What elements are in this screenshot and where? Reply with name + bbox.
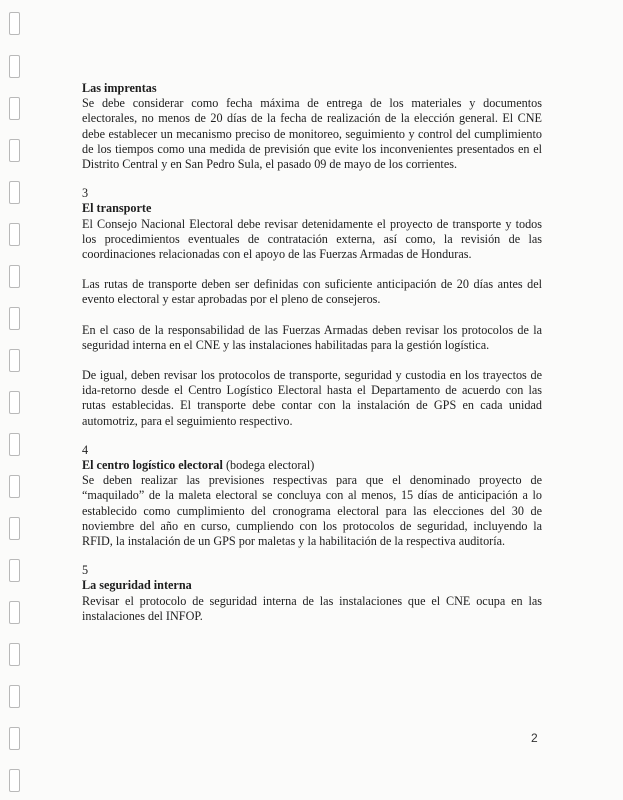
binder-hole xyxy=(9,139,20,162)
binder-hole xyxy=(9,349,20,372)
binder-holes xyxy=(9,0,25,800)
binder-hole xyxy=(9,12,20,35)
binder-hole xyxy=(9,517,20,540)
binder-hole xyxy=(9,223,20,246)
paragraph: El Consejo Nacional Electoral debe revisar detenidamente el proyecto de transporte y todos los procedimientos eventuales de contratación externa, así como, la revisión de las coordinaciones relacionadas con el apoyo de las Fuerzas Armadas de Honduras. xyxy=(82,216,542,262)
binder-hole xyxy=(9,559,20,582)
paragraph: Las rutas de transporte deben ser definidas con suficiente anticipación de 20 días antes del evento electoral y estar aprobadas por el pleno de consejeros. xyxy=(82,277,542,307)
section-title: Las imprentas xyxy=(82,81,157,95)
binder-hole xyxy=(9,601,20,624)
section-seguridad-interna xyxy=(82,563,542,624)
binder-hole xyxy=(9,727,20,750)
section-transporte xyxy=(82,186,542,429)
section-title: El transporte xyxy=(82,201,152,216)
binder-hole xyxy=(9,97,20,120)
section-title: El centro logístico electoral xyxy=(82,458,223,473)
binder-hole xyxy=(9,265,20,288)
section-title: La seguridad interna xyxy=(82,578,192,593)
binder-hole xyxy=(9,433,20,456)
section-imprentas xyxy=(82,81,542,172)
document-body xyxy=(82,81,542,624)
section-number: 4 xyxy=(82,442,89,457)
binder-hole xyxy=(9,475,20,498)
section-title-note: (bodega electoral) xyxy=(222,458,315,473)
paragraph: Revisar el protocolo de seguridad interna de las instalaciones que el CNE ocupa en las instalaciones del INFOP. xyxy=(82,593,542,623)
binder-hole xyxy=(9,181,20,204)
binder-hole xyxy=(9,685,20,708)
paragraph: Se deben realizar las previsiones respectivas para que el denominado proyecto de “maquilado” de la maleta electoral se concluya con al menos, 15 días de anticipación a lo establecido como cumplimiento del cronograma electoral para las elecciones del 30 de noviembre del año en curso, cumpliendo con los protocolos de seguridad, incluyendo la RFID, la instalación de un GPS por maletas y la habilitación de la respectiva auditoría. xyxy=(82,473,542,549)
paragraph: Se debe considerar como fecha máxima de entrega de los materiales y documentos electorales, no menos de 20 días de la fecha de realización de la elección general. El CNE debe establecer un mecanismo preciso de monitoreo, seguimiento y control del cumplimiento de los tiempos como una medida de previsión que evite los inconvenientes presentados en el Distrito Central y en San Pedro Sula, el pasado 09 de mayo de los corrientes. xyxy=(82,96,542,172)
page-number: 2 xyxy=(531,731,538,745)
section-number: 5 xyxy=(82,563,89,578)
binder-hole xyxy=(9,391,20,414)
binder-hole xyxy=(9,643,20,666)
binder-hole xyxy=(9,307,20,330)
section-number: 3 xyxy=(82,186,89,201)
paragraph: De igual, deben revisar los protocolos de transporte, seguridad y custodia en los trayectos de ida-retorno desde el Centro Logístico Electoral hasta el Departamento de acuerdo con las rutas establecidas. El transporte debe contar con la instalación de GPS en cada unidad automotriz, para el seguimiento respectivo. xyxy=(82,368,542,428)
paragraph: En el caso de la responsabilidad de las Fuerzas Armadas deben revisar los protocolos de la seguridad interna en el CNE y las instalaciones habilitadas para la gestión logística. xyxy=(82,322,542,352)
binder-hole xyxy=(9,769,20,792)
section-centro-logistico xyxy=(82,443,542,549)
section-title-line xyxy=(82,458,542,473)
binder-hole xyxy=(9,55,20,78)
